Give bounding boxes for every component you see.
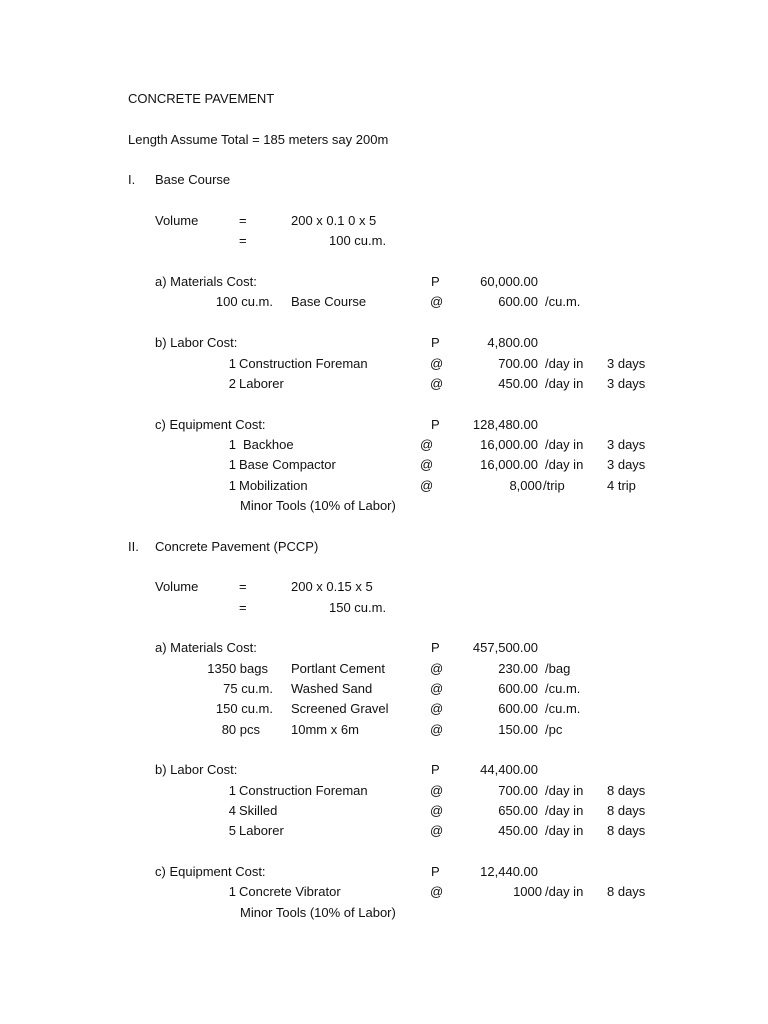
at-sign: @ xyxy=(420,457,434,472)
unit-rate: 700.00 xyxy=(498,783,538,798)
rate-unit: /day in xyxy=(545,783,584,798)
volume-formula: 200 x 0.15 x 5 xyxy=(291,579,373,594)
equals-sign: = xyxy=(239,600,247,615)
unit-rate: 650.00 xyxy=(498,803,538,818)
materials-cost-label: a) Materials Cost: xyxy=(155,274,257,289)
rate-unit: /day in xyxy=(545,376,584,391)
rate-unit: /day in xyxy=(545,803,584,818)
unit-rate: 600.00 xyxy=(498,681,538,696)
rate-unit: /pc xyxy=(545,722,563,737)
unit-rate: 16,000.00 xyxy=(480,437,538,452)
item-name: Mobilization xyxy=(239,478,308,493)
labor-cost-label: b) Labor Cost: xyxy=(155,335,238,350)
item-quantity: 1 xyxy=(228,457,236,472)
volume-label: Volume xyxy=(155,213,199,228)
at-sign: @ xyxy=(430,681,444,696)
rate-unit: /trip xyxy=(543,478,565,493)
item-quantity: 1 xyxy=(228,783,236,798)
unit-rate: 16,000.00 xyxy=(480,457,538,472)
item-name: Construction Foreman xyxy=(239,783,368,798)
rate-unit: /cu.m. xyxy=(545,681,581,696)
at-sign: @ xyxy=(430,356,444,371)
equals-sign: = xyxy=(239,579,247,594)
rate-unit: /day in xyxy=(545,437,584,452)
equipment-cost-total: 128,480.00 xyxy=(472,417,538,432)
item-quantity: 2 xyxy=(228,376,236,391)
item-name: Portlant Cement xyxy=(291,661,385,676)
document-title: CONCRETE PAVEMENT xyxy=(128,91,275,106)
equals-sign: = xyxy=(239,213,247,228)
item-name: Laborer xyxy=(239,376,284,391)
unit-rate: 1000 xyxy=(513,884,542,899)
item-name: Concrete Vibrator xyxy=(239,884,341,899)
item-quantity: 4 xyxy=(228,803,236,818)
rate-unit: /day in xyxy=(545,823,584,838)
section-2-heading: Concrete Pavement (PCCP) xyxy=(155,539,319,554)
labor-cost-total: 44,400.00 xyxy=(480,762,538,777)
at-sign: @ xyxy=(430,823,444,838)
at-sign: @ xyxy=(430,661,444,676)
item-quantity: 1 xyxy=(228,356,236,371)
item-name: Washed Sand xyxy=(291,681,373,696)
duration: 3 days xyxy=(607,457,646,472)
item-quantity: 5 xyxy=(228,823,236,838)
materials-cost-total: 60,000.00 xyxy=(480,274,538,289)
duration: 8 days xyxy=(607,823,646,838)
item-quantity: 150 cu.m. xyxy=(215,701,273,716)
item-name: Base Course xyxy=(291,294,367,309)
rate-unit: /day in xyxy=(545,884,584,899)
peso-sign: P xyxy=(431,274,440,289)
at-sign: @ xyxy=(420,478,434,493)
unit-rate: 450.00 xyxy=(498,376,538,391)
labor-cost-label: b) Labor Cost: xyxy=(155,762,238,777)
materials-cost-label: a) Materials Cost: xyxy=(155,640,257,655)
at-sign: @ xyxy=(430,722,444,737)
peso-sign: P xyxy=(431,417,440,432)
duration: 3 days xyxy=(607,437,646,452)
unit-rate: 700.00 xyxy=(498,356,538,371)
unit-rate: 230.00 xyxy=(498,661,538,676)
item-name: Laborer xyxy=(239,823,284,838)
item-name: Backhoe xyxy=(243,437,294,452)
length-assumption: Length Assume Total = 185 meters say 200m xyxy=(128,132,389,147)
at-sign: @ xyxy=(430,884,444,899)
item-name: Screened Gravel xyxy=(291,701,389,716)
section-2-numeral: II. xyxy=(128,539,139,554)
peso-sign: P xyxy=(431,762,440,777)
unit-rate: 450.00 xyxy=(498,823,538,838)
item-quantity: 100 cu.m. xyxy=(215,294,273,309)
at-sign: @ xyxy=(430,803,444,818)
rate-unit: /day in xyxy=(545,356,584,371)
equipment-cost-label: c) Equipment Cost: xyxy=(155,864,266,879)
item-name: Skilled xyxy=(239,803,278,818)
peso-sign: P xyxy=(431,640,440,655)
peso-sign: P xyxy=(431,335,440,350)
volume-result: 150 cu.m. xyxy=(329,600,387,615)
unit-rate: 600.00 xyxy=(498,294,538,309)
rate-unit: /bag xyxy=(545,661,571,676)
duration: 8 days xyxy=(607,884,646,899)
item-quantity: 1 xyxy=(228,478,236,493)
duration: 3 days xyxy=(607,356,646,371)
at-sign: @ xyxy=(430,701,444,716)
duration: 8 days xyxy=(607,783,646,798)
equipment-cost-total: 12,440.00 xyxy=(480,864,538,879)
at-sign: @ xyxy=(430,376,444,391)
item-name: Construction Foreman xyxy=(239,356,368,371)
volume-formula: 200 x 0.1 0 x 5 xyxy=(291,213,377,228)
equipment-cost-label: c) Equipment Cost: xyxy=(155,417,266,432)
at-sign: @ xyxy=(420,437,434,452)
duration: 3 days xyxy=(607,376,646,391)
item-quantity: 1 xyxy=(228,437,236,452)
rate-unit: /cu.m. xyxy=(545,294,581,309)
at-sign: @ xyxy=(430,783,444,798)
duration: 8 days xyxy=(607,803,646,818)
item-quantity: 75 cu.m. xyxy=(223,681,273,696)
volume-result: 100 cu.m. xyxy=(329,233,387,248)
minor-tools-note: Minor Tools (10% of Labor) xyxy=(240,498,396,513)
materials-cost-total: 457,500.00 xyxy=(472,640,538,655)
labor-cost-total: 4,800.00 xyxy=(487,335,538,350)
at-sign: @ xyxy=(430,294,444,309)
unit-rate: 600.00 xyxy=(498,701,538,716)
volume-label: Volume xyxy=(155,579,199,594)
rate-unit: /day in xyxy=(545,457,584,472)
item-name: Base Compactor xyxy=(239,457,336,472)
unit-rate: 8,000 xyxy=(509,478,542,493)
duration: 4 trip xyxy=(607,478,636,493)
peso-sign: P xyxy=(431,864,440,879)
item-quantity: 1350 bags xyxy=(207,661,268,676)
item-quantity: 80 pcs xyxy=(221,722,260,737)
section-1-numeral: I. xyxy=(128,172,136,187)
equals-sign: = xyxy=(239,233,247,248)
unit-rate: 150.00 xyxy=(498,722,538,737)
item-name: 10mm x 6m xyxy=(291,722,359,737)
rate-unit: /cu.m. xyxy=(545,701,581,716)
minor-tools-note: Minor Tools (10% of Labor) xyxy=(240,905,396,920)
section-1-heading: Base Course xyxy=(155,172,231,187)
item-quantity: 1 xyxy=(228,884,236,899)
